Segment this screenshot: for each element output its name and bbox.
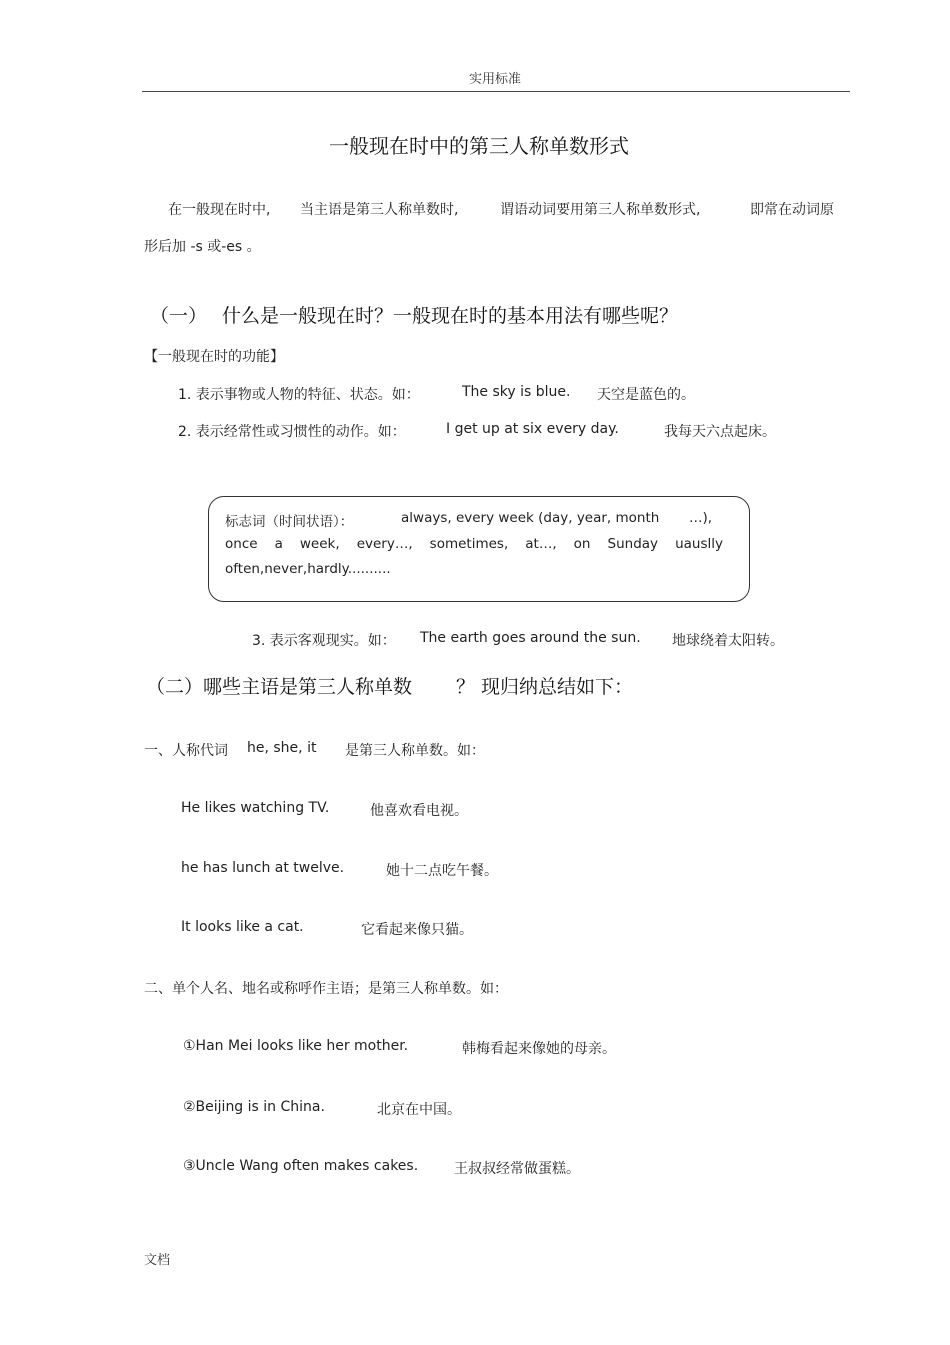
section2-title-b: ？ 现归纳总结如下： xyxy=(456,676,634,698)
example-chinese: 韩梅看起来像她的母亲。 xyxy=(462,1041,616,1057)
item1-english: The sky is blue. xyxy=(462,384,571,400)
signal-words-line3: often,never,hardly.......... xyxy=(225,561,391,577)
signal-word: every…, xyxy=(356,536,413,552)
example-english: He likes watching TV. xyxy=(181,800,330,816)
signal-word: sometimes, xyxy=(429,536,509,552)
part1-label-b: 是第三人称单数。如： xyxy=(345,743,485,759)
signal-words-label: 标志词（时间状语）： xyxy=(225,514,354,530)
document-title: 一般现在时中的第三人称单数形式 xyxy=(329,134,629,158)
part1-label-a: 一、人称代词 xyxy=(144,743,228,759)
intro-seg3: 谓语动词要用第三人称单数形式, xyxy=(500,202,701,218)
item1-chinese: 天空是蓝色的。 xyxy=(597,387,695,403)
example-chinese: 他喜欢看电视。 xyxy=(370,803,468,819)
signal-word: week, xyxy=(299,536,340,552)
signal-word: a xyxy=(274,536,283,552)
intro-seg2: 当主语是第三人称单数时, xyxy=(300,202,459,218)
example-chinese: 她十二点吃午餐。 xyxy=(386,863,498,879)
item3-label: 3. 表示客观现实。如： xyxy=(252,633,396,649)
item3-chinese: 地球绕着太阳转。 xyxy=(672,633,784,649)
item3-english: The earth goes around the sun. xyxy=(420,630,641,646)
example-english: ②Beijing is in China. xyxy=(183,1099,325,1115)
intro-seg1: 在一般现在时中, xyxy=(168,202,271,218)
item2-english: I get up at six every day. xyxy=(446,421,619,437)
example-english: he has lunch at twelve. xyxy=(181,860,345,876)
section1-number: （一） xyxy=(150,305,208,327)
item2-chinese: 我每天六点起床。 xyxy=(664,424,776,440)
example-chinese: 它看起来像只猫。 xyxy=(361,922,473,938)
section2-title-a: （二）哪些主语是第三人称单数 xyxy=(146,676,413,698)
signal-word: on xyxy=(573,536,591,552)
item2-label: 2. 表示经常性或习惯性的动作。如： xyxy=(178,424,406,440)
signal-words-line1: always, every week (day, year, month xyxy=(401,510,660,526)
signal-word: Sunday xyxy=(607,536,659,552)
header-divider xyxy=(142,91,850,92)
signal-words-line1-end: …), xyxy=(689,510,713,526)
example-chinese: 北京在中国。 xyxy=(377,1102,461,1118)
item1-label: 1. 表示事物或人物的特征、状态。如： xyxy=(178,387,420,403)
signal-words-box xyxy=(208,496,750,602)
example-english: ③Uncle Wang often makes cakes. xyxy=(183,1158,419,1174)
section1-title: 什么是一般现在时？一般现在时的基本用法有哪些呢？ xyxy=(222,305,679,327)
signal-word: once xyxy=(225,536,258,552)
intro-seg4: 即常在动词原 xyxy=(750,202,834,218)
page-header: 实用标准 xyxy=(468,72,521,87)
signal-word: at…, xyxy=(525,536,557,552)
page-footer: 文档 xyxy=(144,1253,171,1268)
part1-pronouns: he, she, it xyxy=(247,740,317,756)
signal-words-line2 xyxy=(225,536,723,552)
part2-label: 二、单个人名、地名或称呼作主语；是第三人称单数。如： xyxy=(144,981,508,997)
example-english: It looks like a cat. xyxy=(181,919,304,935)
intro-line2: 形后加 -s 或-es 。 xyxy=(144,239,261,255)
signal-word: uauslly xyxy=(675,536,723,552)
example-english: ①Han Mei looks like her mother. xyxy=(183,1038,409,1054)
function-label: 【一般现在时的功能】 xyxy=(144,349,284,365)
example-chinese: 王叔叔经常做蛋糕。 xyxy=(454,1161,580,1177)
